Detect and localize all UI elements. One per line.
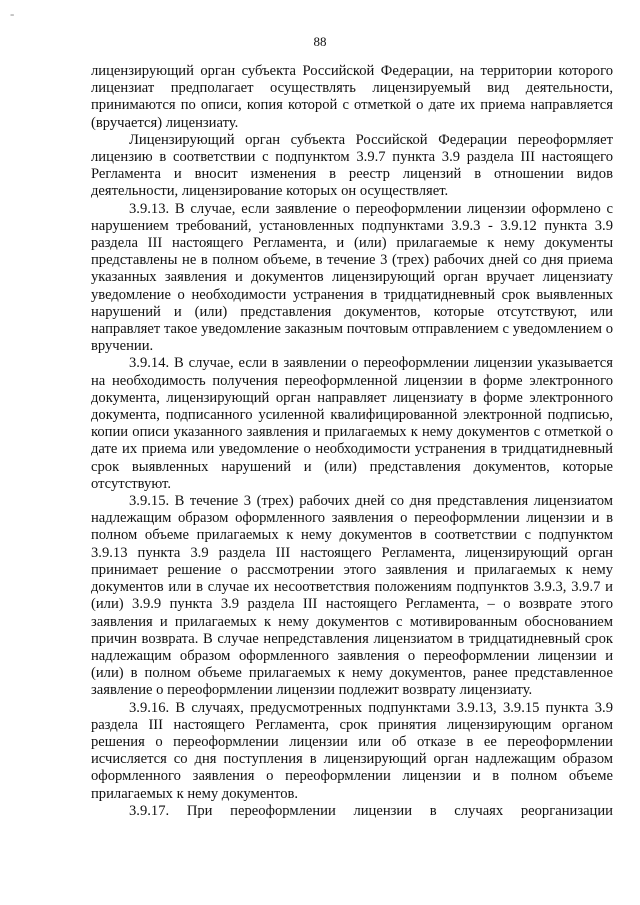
paragraph-reissue-by-subject: Лицензирующий орган субъекта Российской Федерации переоформляет лицензию в соответствии с подпунктом 3.9.7 пункта 3.9 раздела III настоящего Регламента и вносит изменения в реестр лицензий в отношении видов деятельности, лицензирование которых он осуществляет. bbox=[91, 131, 613, 200]
paragraph-3-9-15: 3.9.15. В течение 3 (трех) рабочих дней со дня представления лицензиатом надлежащим образом оформленного заявления о переоформлении лицензии и в полном объеме прилагаемых к нему документов в соответствии с подпунктом 3.9.13 пункта 3.9 раздела III настоящего Регламента, лицензирующий орган принимает решение о рассмотрении этого заявления и прилагаемых к нему документов или в случае их несоответствия положениям подпунктов 3.9.3, 3.9.7 и (или) 3.9.9 пункта 3.9 раздела III настоящего Регламента, – о возврате этого заявления и прилагаемых к нему документов с мотивированным обоснованием причин возврата. В случае непредставления лицензиатом в тридцатидневный срок надлежащим образом оформленного заявления о переоформлении лицензии и (или) в полном объеме прилагаемых к нему документов, ранее представленное заявление о переоформлении лицензии подлежит возврату лицензиату. bbox=[91, 493, 613, 699]
paragraph-3-9-17: 3.9.17. При переоформлении лицензии в случаях реорганизации bbox=[129, 802, 613, 819]
paragraph-3-9-14: 3.9.14. В случае, если в заявлении о переоформлении лицензии указывается на необходимость получения переоформленной лицензии в форме электронного документа, лицензирующий орган направляет лицензиату в форме электронного документа, подписанного усиленной квалифицированной электронной подписью, копии описи указанного заявления и прилагаемых к нему документов с отметкой о дате их приема или уведомление о необходимости устранения в тридцатидневный срок выявленных нарушений и (или) представления документов, которые отсутствуют. bbox=[91, 355, 613, 492]
document-body bbox=[91, 63, 613, 820]
paragraph-3-9-16: 3.9.16. В случаях, предусмотренных подпунктами 3.9.13, 3.9.15 пункта 3.9 раздела III настоящего Регламента, срок принятия лицензирующим органом решения о переоформлении лицензии или об отказе в ее переоформлении исчисляется со дня поступления в лицензирующий орган надлежащим образом оформленного заявления о переоформлении лицензии и в полном объеме прилагаемых к нему документов. bbox=[91, 699, 613, 802]
page-number: 88 bbox=[313, 34, 327, 49]
paragraph-3-9-13: 3.9.13. В случае, если заявление о переоформлении лицензии оформлено с нарушением требований, установленных подпунктами 3.9.3 - 3.9.12 пункта 3.9 раздела III настоящего Регламента, и (или) прилагаемые к нему документы представлены не в полном объеме, в течение 3 (трех) рабочих дней со дня приема указанных заявления и документов лицензирующий орган вручает лицензиату уведомление о необходимости устранения в тридцатидневный срок выявленных нарушений и (или) представления документов, которые отсутствуют, или направляет такое уведомление заказным почтовым отправлением с уведомлением о вручении. bbox=[91, 200, 613, 355]
scan-mark: - bbox=[10, 6, 15, 21]
paragraph-continuation: лицензирующий орган субъекта Российской Федерации, на территории которого лицензиат предполагает осуществлять лицензируемый вид деятельности, принимаются по описи, копия которой с отметкой о дате их приема направляется (вручается) лицензиату. bbox=[91, 63, 613, 131]
